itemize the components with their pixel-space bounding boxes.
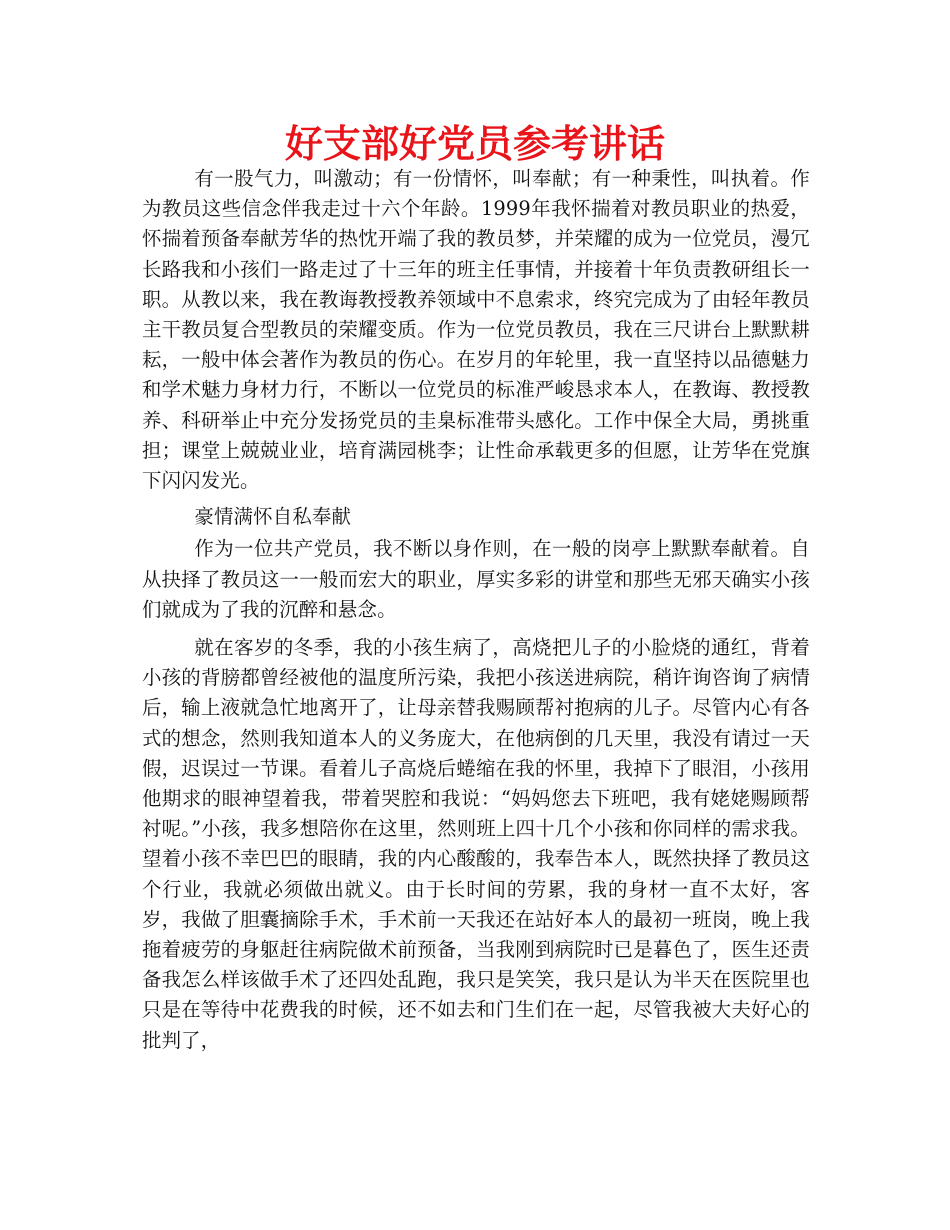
paragraph-intro: 有一股气力，叫激动；有一份情怀，叫奉献；有一种秉性，叫执着。作为教员这些信念伴我走过十六个年龄。1999年我怀揣着对教员职业的热爱，怀揣着预备奉献芳华的热忱开端了我的教员梦，并荣耀的成为一位党员，漫冗长路我和小孩们一路走过了十三年的班主任事情，并接着十年负责教研组长一职。从教以来，我在教诲教授教养领域中不息索求，终究完成为了由轻年教员主干教员复合型教员的荣耀变质。作为一位党员教员，我在三尺讲台上默默耕耘，一般中体会著作为教员的伤心。在岁月的年轮里，我一直坚持以品德魅力和学术魅力身材力行，不断以一位党员的标准严峻恳求本人，在教诲、教授教养、科研举止中充分发扬党员的圭臬标准带头感化。工作中保全大局，勇挑重担；课堂上兢兢业业，培育满园桃李；让性命承载更多的但愿，让芳华在党旗下闪闪发光。 — [142, 167, 810, 493]
paragraph-story: 就在客岁的冬季，我的小孩生病了，高烧把儿子的小脸烧的通红，背着小孩的背膀都曾经被他的温度所污染，我把小孩送进病院，稍许询咨询了病情后，输上液就急忙地离开了，让母亲替我赐顾帮衬抱病的儿子。尽管内心有各式的想念，然则我知道本人的义务庞大，在他病倒的几天里，我没有请过一天假，迟误过一节课。看着儿子高烧后蜷缩在我的怀里，我掉下了眼泪，小孩用他期求的眼神望着我，带着哭腔和我说：“妈妈您去下班吧，我有姥姥赐顾帮衬呢。”小孩，我多想陪你在这里，然则班上四十几个小孩和你同样的需求我。望着小孩不幸巴巴的眼睛，我的内心酸酸的，我奉告本人，既然抉择了教员这个行业，我就必须做出就义。由于长时间的劳累，我的身材一直不太好，客岁，我做了胆囊摘除手术，手术前一天我还在站好本人的最初一班岗，晚上我拖着疲劳的身躯赶往病院做术前预备，当我刚到病院时已是暮色了，医生还责备我怎么样该做手术了还四处乱跑，我只是笑笑，我只是认为半天在医院里也只是在等待中花费我的时候，还不如去和门生们在一起，尽管我被大夫好心的批判了， — [142, 636, 810, 1052]
document-body — [142, 164, 810, 1056]
document-title: 好支部好党员参考讲话 — [284, 122, 665, 166]
section-heading: 豪情满怀自私奉献 — [194, 505, 352, 529]
paragraph-dedication: 作为一位共产党员，我不断以身作则，在一般的岗亭上默默奉献着。自从抉择了教员这一一般而宏大的职业，厚实多彩的讲堂和那些无邪天确实小孩们就成为了我的沉醉和悬念。 — [142, 537, 810, 621]
